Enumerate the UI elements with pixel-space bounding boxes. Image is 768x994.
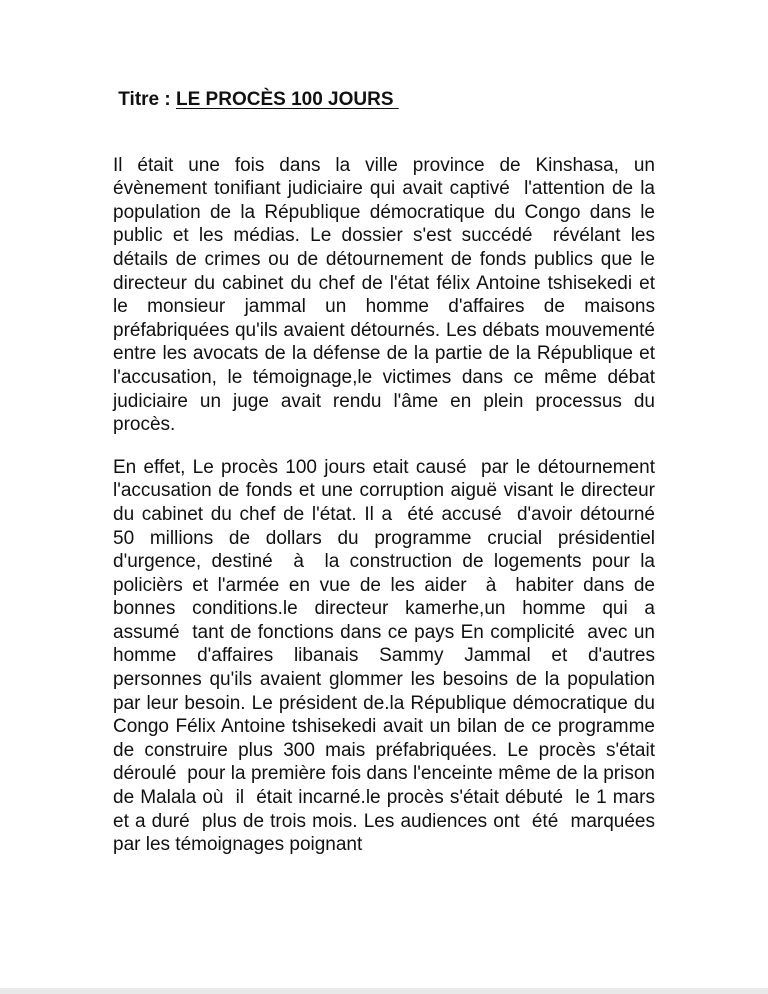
document-title	[113, 88, 655, 112]
title-label: Titre :	[113, 89, 176, 110]
paragraph-2: En effet, Le procès 100 jours etait causé par le détournement l'accusation de fonds et une corruption aiguë visant le directeur du cabinet du chef de l'état. Il a été accusé d'avoir détourné 50 millions de dollars du programme crucial présidentiel d'urgence, destiné à la construction de logements pour la policièrs et l'armée en vue de les aider à habiter dans de bonnes conditions.le directeur kamerhe,un homme qui a assumé tant de fonctions dans ce pays En complicité avec un homme d'affaires libanais Sammy Jammal et d'autres personnes qu'ils avaient glommer les besoins de la population par leur besoin. Le président de.la République démocratique du Congo Félix Antoine tshisekedi avait un bilan de ce programme de construire plus 300 mais préfabriquées. Le procès s'était déroulé pour la première fois dans l'enceinte même de la prison de Malala où il était incarné.le procès s'était débuté le 1 mars et a duré plus de trois mois. Les audiences ont été marquées par les témoignages poignant	[113, 456, 666, 856]
page-bottom-gap	[0, 988, 768, 994]
paragraph-1: Il était une fois dans la ville province de Kinshasa, un évènement tonifiant judiciaire qui avait captivé l'attention de la population de la République démocratique du Congo dans le public et les médias. Le dossier s'est succédé révélant les détails de crimes ou de détournement de fonds publics que le directeur du cabinet du chef de l'état félix Antoine tshisekedi et le monsieur jammal un homme d'affaires de maisons préfabriquées qu'ils avaient détournés. Les débats mouvementé entre les avocats de la défense de la partie de la République et l'accusation, le témoignage,le victimes dans ce même débat judiciaire un juge avait rendu l'âme en plein processus du procès.	[113, 154, 666, 436]
title-text: LE PROCÈS 100 JOURS	[176, 89, 399, 110]
